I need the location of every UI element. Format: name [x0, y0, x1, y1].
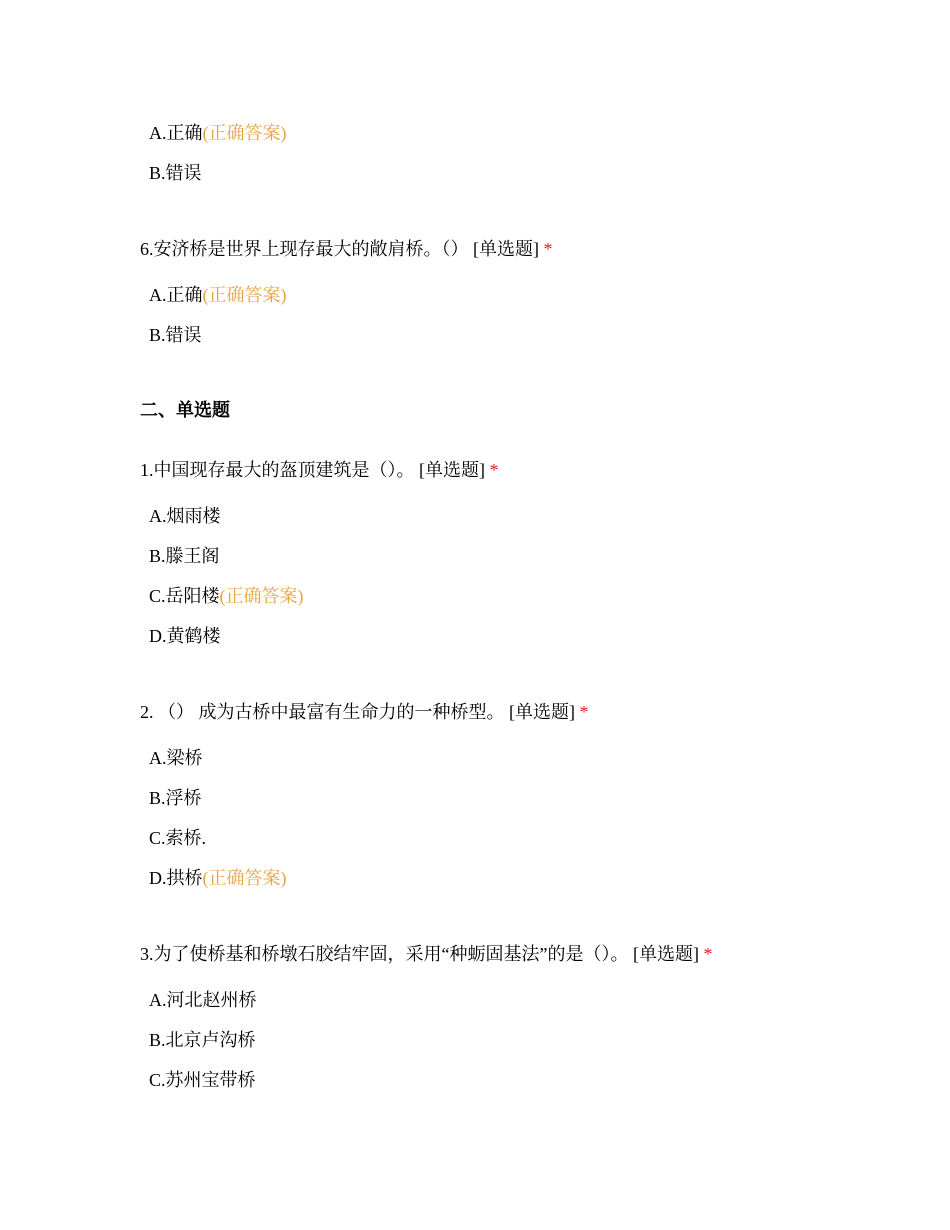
- option-sc3-c: [149, 1071, 256, 1089]
- correct-answer-note: (正确答案): [202, 868, 287, 888]
- option-sc2-c: [149, 829, 206, 847]
- question-6: [140, 240, 553, 258]
- option-text: A.梁桥: [149, 748, 203, 768]
- option-sc1-d: [149, 627, 221, 645]
- option-sc1-a: [149, 507, 221, 525]
- question-text: 6.安济桥是世界上现存最大的敞肩桥。（）: [140, 239, 469, 259]
- required-mark: *: [579, 702, 589, 722]
- question-type: [单选题]: [632, 944, 699, 964]
- option-sc3-b: [149, 1031, 256, 1049]
- option-sc2-a: [149, 749, 203, 767]
- option-sc1-c: [149, 587, 304, 605]
- option-text: B.北京卢沟桥: [149, 1030, 256, 1050]
- option-q6-b: [149, 326, 202, 344]
- option-sc3-a: [149, 991, 257, 1009]
- section-title: 二、单选题: [140, 400, 230, 421]
- option-sc1-b: [149, 547, 220, 565]
- correct-answer-note: (正确答案): [219, 586, 304, 606]
- question-sc-2: [140, 703, 589, 721]
- question-text: 3.为了使桥基和桥墩石胶结牢固，采用“种蛎固基法”的是（）。: [140, 944, 629, 964]
- question-text: 2. （） 成为古桥中最富有生命力的一种桥型。: [140, 702, 505, 722]
- option-text: C.索桥.: [149, 828, 207, 848]
- option-q5-a: [149, 124, 287, 142]
- option-text: A.烟雨楼: [149, 506, 221, 526]
- question-type: [单选题]: [419, 460, 485, 480]
- option-text: B.浮桥: [149, 788, 202, 808]
- option-text: A.正确: [149, 285, 203, 305]
- option-text: B.滕王阁: [149, 546, 220, 566]
- question-sc-3: [140, 945, 712, 963]
- option-text: C.苏州宝带桥: [149, 1070, 256, 1090]
- required-mark: *: [489, 460, 499, 480]
- option-q6-a: [149, 286, 287, 304]
- correct-answer-note: (正确答案): [202, 285, 287, 305]
- required-mark: *: [543, 239, 553, 259]
- question-sc-1: [140, 461, 499, 479]
- required-mark: *: [703, 944, 713, 964]
- option-sc2-b: [149, 789, 202, 807]
- option-text: C.岳阳楼: [149, 586, 220, 606]
- option-sc2-d: [149, 869, 287, 887]
- option-text: D.黄鹤楼: [149, 626, 221, 646]
- question-type: [单选题]: [509, 702, 575, 722]
- option-text: A.正确: [149, 123, 203, 143]
- question-type: [单选题]: [473, 239, 539, 259]
- option-text: D.拱桥: [149, 868, 203, 888]
- option-text: B.错误: [149, 325, 202, 345]
- option-text: B.错误: [149, 163, 202, 183]
- correct-answer-note: (正确答案): [202, 123, 287, 143]
- option-text: A.河北赵州桥: [149, 990, 257, 1010]
- question-text: 1.中国现存最大的盔顶建筑是（）。: [140, 460, 415, 480]
- option-q5-b: [149, 164, 202, 182]
